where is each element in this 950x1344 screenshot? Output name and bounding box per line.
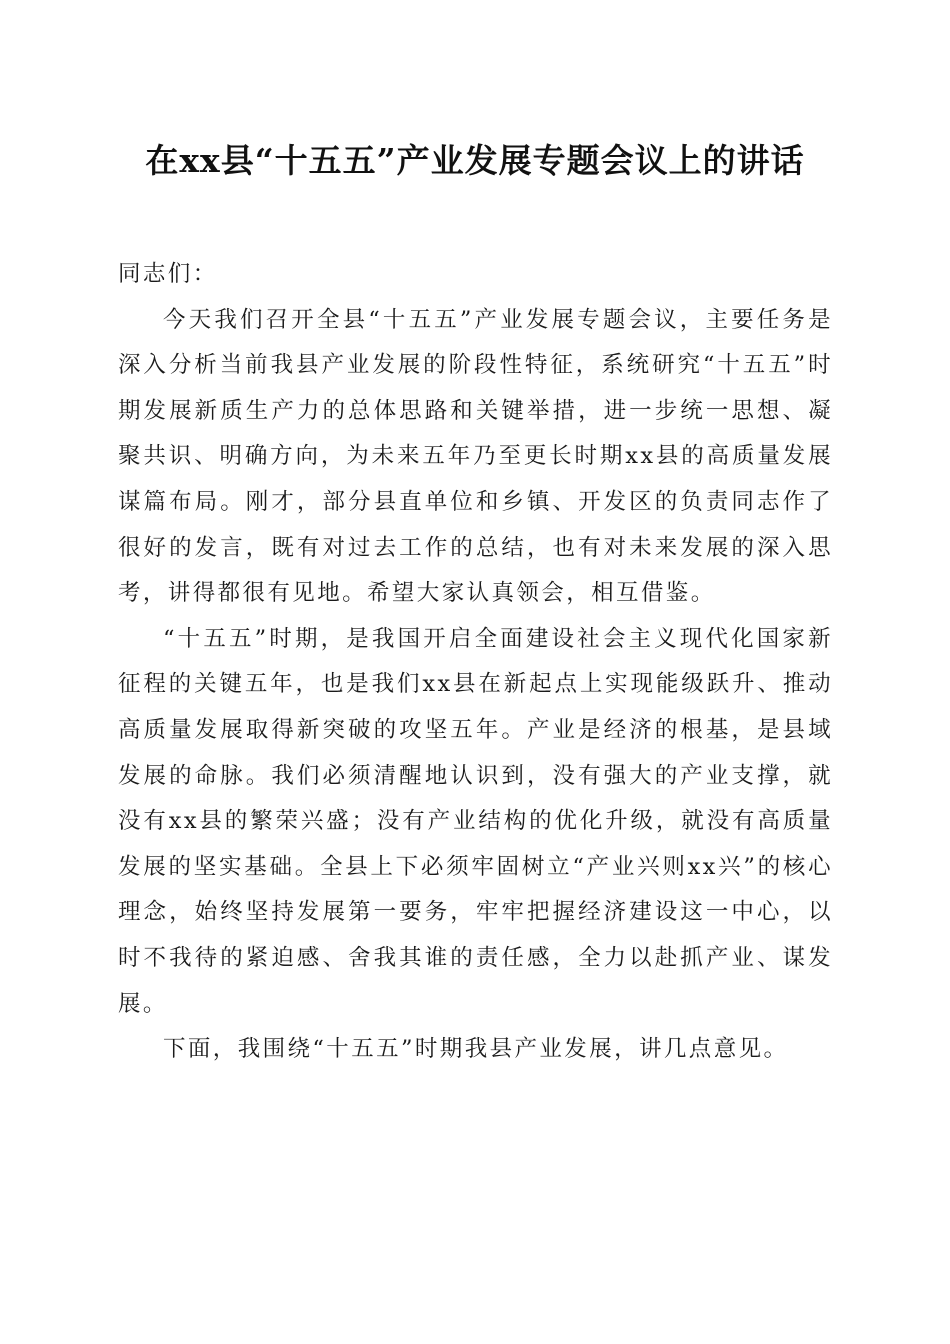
paragraph-outline: 下面，我围绕“十五五”时期我县产业发展，讲几点意见。 (163, 1036, 789, 1063)
salutation: 同志们： (118, 261, 218, 287)
paragraph-context: “十五五”时期，是我国开启全面建设社会主义现代化国家新征程的关键五年，也是我们xx县在新起点上实现能级跃升、推动高质量发展取得新突破的攻坚五年。产业是经济的根基，是县域发展的命脉。我们必须清醒地认识到，没有强大的产业支撑，就没有xx县的繁荣兴盛；没有产业结构的优化升级，就没有高质量发展的坚实基础。全县上下必须牢固树立“产业兴则xx兴”的核心理念，始终坚持发展第一要务，牢牢把握经济建设这一中心，以时不我待的紧迫感、舍我其谁的责任感，全力以赴抓产业、谋发展。 (118, 625, 833, 1017)
document-body (118, 252, 833, 1073)
document-title: 在xx县“十五五”产业发展专题会议上的讲话 (145, 141, 805, 180)
paragraph-intro: 今天我们召开全县“十五五”产业发展专题会议，主要任务是深入分析当前我县产业发展的阶段性特征，系统研究“十五五”时期发展新质生产力的总体思路和关键举措，进一步统一思想、凝聚共识、明确方向，为未来五年乃至更长时期xx县的高质量发展谋篇布局。刚才，部分县直单位和乡镇、开发区的负责同志作了很好的发言，既有对过去工作的总结，也有对未来发展的深入思考，讲得都很有见地。希望大家认真领会，相互借鉴。 (118, 306, 833, 607)
